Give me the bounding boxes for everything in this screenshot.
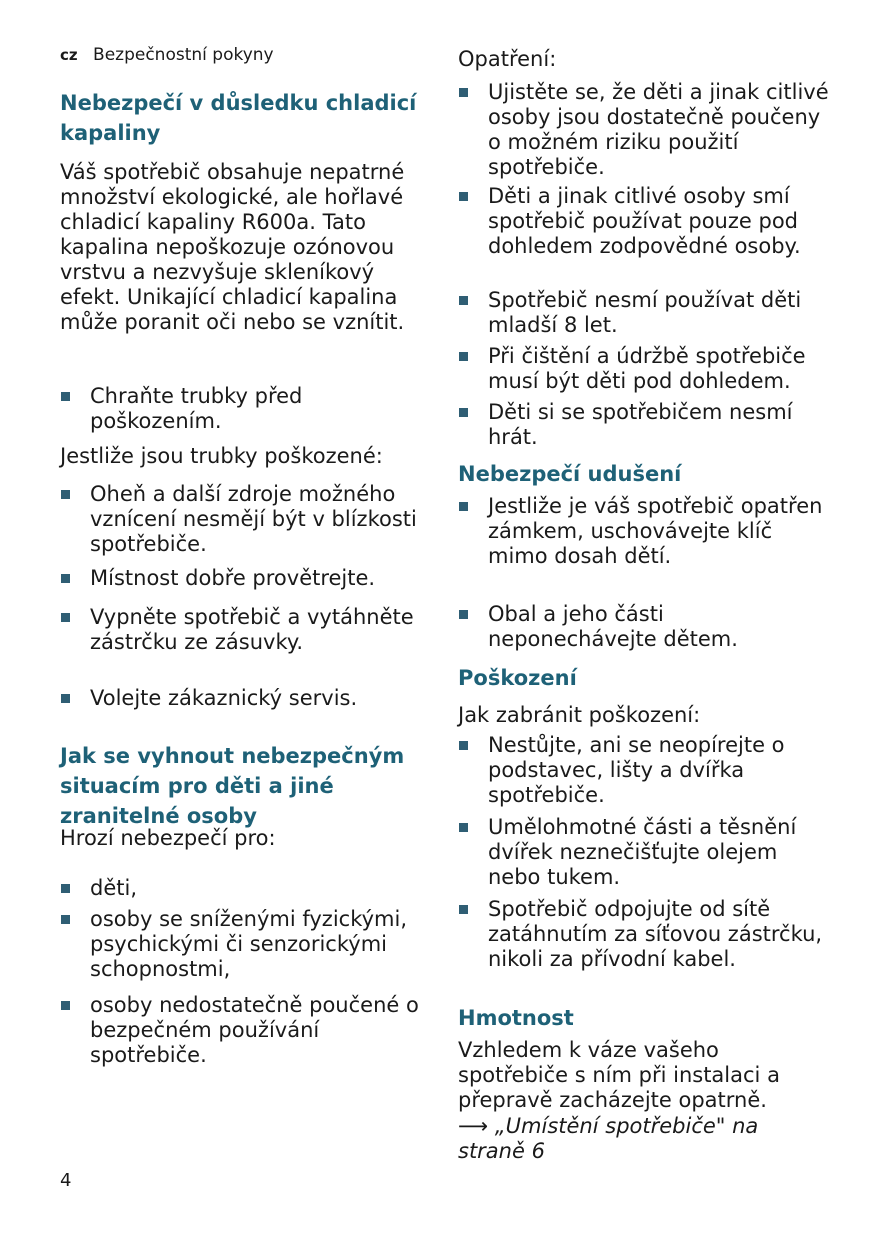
refrigerant-paragraph: Váš spotřebič obsahuje nepatrné množství ekologické, ale hořlavé chladicí kapaliny R600a. Tato kapalina nepoškozuje ozónovou vrstvu a nezvyšuje skleníkový efekt. Unikající chladicí kapalina může poranit oči nebo se vznítit. [60, 160, 405, 334]
list-item: Spotřebič odpojujte od sítě zatáhnutím za síťovou zástrčku, nikoli za přívodní kabel. [458, 897, 830, 972]
vulnerable-persons-list [60, 907, 432, 982]
refrigerant-section [60, 88, 432, 148]
weight-heading: Hmotnost [458, 1006, 574, 1030]
list-item: osoby nedostatečně poučené o bezpečném používání spotřebiče. [60, 993, 432, 1068]
list-item: Volejte zákaznický servis. [60, 686, 432, 711]
vulnerable-persons-list [60, 876, 432, 901]
list-item: Ujistěte se, že děti a jinak citlivé osoby jsou dostatečně poučeny o možném riziku použití spotřebiče. [458, 80, 830, 180]
list-item: Umělohmotné části a těsnění dvířek neznečišťujte olejem nebo tukem. [458, 815, 830, 890]
precautions-list [458, 288, 830, 338]
precautions-list [458, 184, 830, 259]
precautions-list [458, 400, 830, 450]
vulnerable-persons-intro: Hrozí nebezpečí pro: [60, 826, 276, 850]
list-item: Při čištění a údržbě spotřebiče musí být děti pod dohledem. [458, 344, 830, 394]
damaged-pipes-list [60, 605, 432, 655]
language-code: cz [60, 46, 78, 64]
list-item: osoby se sníženými fyzickými, psychickými či senzorickými schopnostmi, [60, 907, 432, 982]
damaged-pipes-intro: Jestliže jsou trubky poškozené: [60, 444, 383, 468]
precautions-list [458, 80, 830, 180]
damage-list [458, 733, 830, 808]
list-item: Místnost dobře provětrejte. [60, 566, 432, 591]
page-reference-link[interactable] [458, 1114, 830, 1164]
vulnerable-persons-heading: Jak se vyhnout nebezpečným situacím pro děti a jiné zranitelné osoby [60, 744, 405, 828]
damaged-pipes-list [60, 566, 432, 591]
refrigerant-heading: Nebezpečí v důsledku chladicí kapaliny [60, 91, 417, 145]
list-item: Oheň a další zdroje možného vznícení nesmějí být v blízkosti spotřebiče. [60, 482, 432, 557]
weight-section [458, 1003, 830, 1033]
damage-list [458, 815, 830, 890]
page-reference-text: „Umístění spotřebiče" na straně 6 [458, 1114, 759, 1163]
vulnerable-persons-list [60, 993, 432, 1068]
suffocation-list [458, 494, 830, 569]
arrow-right-icon: ⟶ [458, 1114, 489, 1138]
list-item: Chraňte trubky před poškozením. [60, 384, 432, 434]
list-item: Jestliže je váš spotřebič opatřen zámkem, uschovávejte klíč mimo dosah dětí. [458, 494, 830, 569]
precautions-intro: Opatření: [458, 47, 557, 71]
list-item: Děti si se spotřebičem nesmí hrát. [458, 400, 830, 450]
pipe-protection-list [60, 384, 432, 434]
damage-heading: Poškození [458, 666, 577, 690]
page-header [60, 45, 274, 65]
suffocation-heading: Nebezpečí udušení [458, 462, 682, 486]
damaged-pipes-list [60, 686, 432, 711]
list-item: Děti a jinak citlivé osoby smí spotřebič používat pouze pod dohledem zodpovědné osoby. [458, 184, 830, 259]
list-item: Spotřebič nesmí používat děti mladší 8 let. [458, 288, 830, 338]
list-item: Vypněte spotřebič a vytáhněte zástrčku ze zásuvky. [60, 605, 432, 655]
vulnerable-persons-section [60, 741, 432, 831]
suffocation-list [458, 602, 830, 652]
header-title: Bezpečnostní pokyny [93, 45, 274, 65]
weight-paragraph: Vzhledem k váze vašeho spotřebiče s ním při instalaci a přepravě zacházejte opatrně. [458, 1038, 780, 1112]
page-number: 4 [60, 1170, 72, 1191]
list-item: děti, [60, 876, 432, 901]
list-item: Nestůjte, ani se neopírejte o podstavec, lišty a dvířka spotřebiče. [458, 733, 830, 808]
damaged-pipes-list [60, 482, 432, 557]
damage-list [458, 897, 830, 972]
list-item: Obal a jeho části neponechávejte dětem. [458, 602, 830, 652]
precautions-list [458, 344, 830, 394]
suffocation-section [458, 459, 830, 489]
damage-intro: Jak zabránit poškození: [458, 703, 701, 727]
damage-section [458, 663, 830, 693]
